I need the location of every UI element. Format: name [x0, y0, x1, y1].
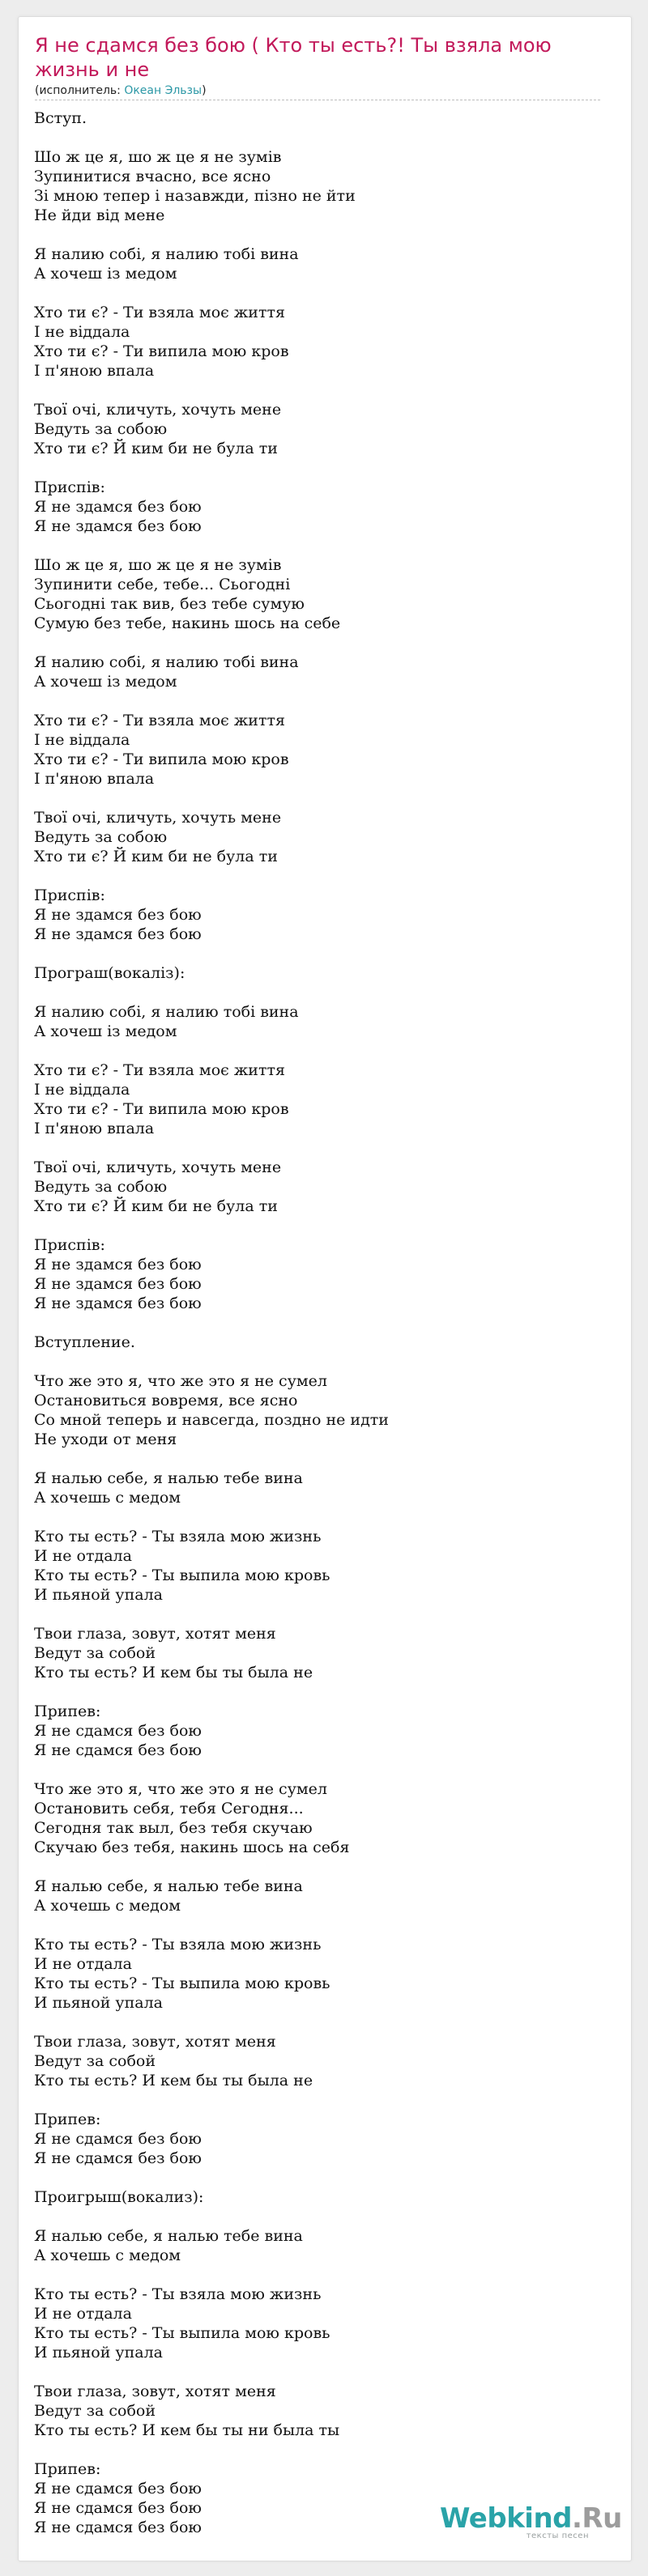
artist-prefix: (исполнитель:: [35, 84, 125, 97]
artist-suffix: ): [202, 84, 207, 97]
song-title: Я не сдамся без бою ( Кто ты есть?! Ты взяла мою жизнь и не: [35, 34, 552, 81]
lyrics-text: Вступ. Шо ж це я, шо ж це я не зумів Зупинитися вчасно, все ясно Зі мною тепер і назавжди, пізно не йти Не йди від мене Я налию собі, я налию тобі вина А хочеш із медом Хто ти є? - Ти взяла моє життя І не віддала Хто ти є? - Ти випила мою кров І п'яною впала Твої очі, кличуть, хочуть мене Ведуть за собою Хто ти є? Й ким би не була ти Приспів: Я не здамся без бою Я не здамся без бою Шо ж це я, шо ж це я не зумів Зупинити себе, тебе... Сьогодні Сьогодні так вив, без тебе сумую Сумую без тебе, накинь шось на себе Я налию собі, я налию тобі вина А хочеш із медом Хто ти є? - Ти взяла моє життя І не віддала Хто ти є? - Ти випила мою кров І п'яною впала Твої очі, кличуть, хочуть мене Ведуть за собою Хто ти є? Й ким би не була ти Приспів: Я не здамся без бою Я не здамся без бою Програш(вокаліз): Я налию собі, я налию тобі вина А хочеш із медом Хто ти є? - Ти взяла моє життя І не віддала Хто ти є? - Ти випила мою кров І п'яною впала Твої очі, кличуть, хочуть мене Ведуть за собою Хто ти є? Й ким би не була ти Приспів: Я не здамся без бою Я не здамся без бою Я не здамся без бою Вступление. Что же это я, что же это я не сумел Остановиться вовремя, все ясно Со мной теперь и навсегда, поздно не идти Не уходи от меня Я налью себе, я налью тебе вина А хочешь с медом Кто ты есть? - Ты взяла мою жизнь И не отдала Кто ты есть? - Ты выпила мою кровь И пьяной упала Твои глаза, зовут, хотят меня Ведут за собой Кто ты есть? И кем бы ты была не Припев: Я не сдамся без бою Я не сдамся без бою Что же это я, что же это я не сумел Остановить себя, тебя Сегодня... Сегодня так выл, без тебя скучаю Скучаю без тебя, накинь шось на себя Я налью себе, я налью тебе вина А хочешь с медом Кто ты есть? - Ты взяла мою жизнь И не отдала Кто ты есть? - Ты выпила мою кровь И пьяной упала Твои глаза, зовут, хотят меня Ведут за собой Кто ты есть? И кем бы ты была не Припев: Я не сдамся без бою Я не сдамся без бою Проигрыш(вокализ): Я налью себе, я налью тебе вина А хочешь с медом Кто ты есть? - Ты взяла мою жизнь И не отдала Кто ты есть? - Ты выпила мою кровь И пьяной упала Твои глаза, зовут, хотят меня Ведут за собой Кто ты есть? И кем бы ты ни была ты Припев: Я не сдамся без бою Я не сдамся без бою Я не сдамся без бою: [34, 109, 389, 2536]
artist-link[interactable]: Океан Эльзы: [124, 84, 202, 97]
logo-wordmark: [440, 2502, 622, 2535]
logo-main-text: Webkind: [440, 2502, 572, 2535]
site-logo[interactable]: [440, 2502, 622, 2544]
logo-suffix: .Ru: [572, 2502, 622, 2535]
logo-tagline: тексты песен: [526, 2531, 589, 2540]
artist-line: [35, 83, 600, 100]
lyrics-card: [18, 16, 632, 2561]
